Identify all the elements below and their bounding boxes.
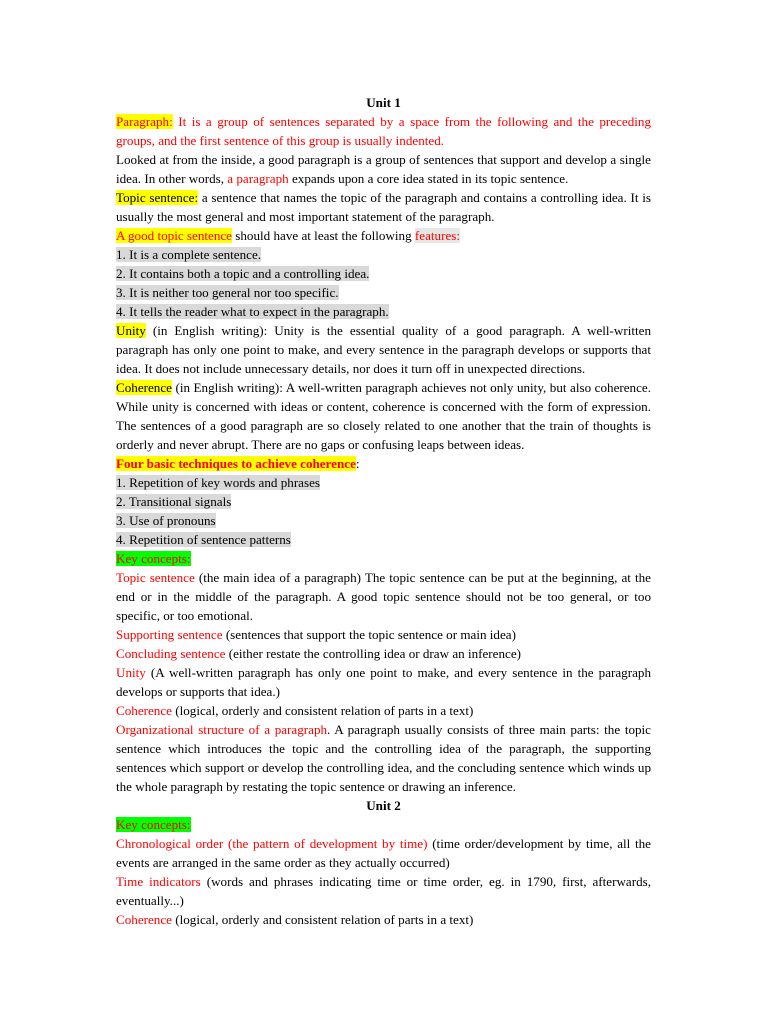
unit2-heading: Unit 2: [366, 798, 401, 813]
coherence-label: Coherence: [116, 380, 172, 395]
technique-item-text: 4. Repetition of sentence patterns: [116, 532, 291, 547]
paragraph-def-text: It is a group of sentences separated by a space from the following and the preceding groups, and the first sentence of this group is usually indented.: [116, 114, 651, 148]
concept-item: [116, 663, 651, 701]
concept-item: [116, 910, 651, 929]
techniques-colon: :: [355, 456, 360, 471]
technique-item-text: 2. Transitional signals: [116, 494, 232, 509]
coherence-def-text: (in English writing): A well-written paragraph achieves not only unity, but also coherence. While unity is concerned with ideas or content, coherence is concerned with the form of expression. The sentences of a good paragraph are so closely related to one another that the train of thoughts is orderly and never abrupt. There are no gaps or confusing leaps between ideas.: [116, 380, 651, 452]
concept-term: Coherence: [116, 912, 172, 927]
techniques-heading: [116, 454, 651, 473]
concept-desc: (logical, orderly and consistent relation of parts in a text): [171, 703, 474, 718]
concept-term: Coherence: [116, 703, 172, 718]
concept-desc: (either restate the controlling idea or draw an inference): [225, 646, 522, 661]
good-topic-label: A good topic sentence: [116, 228, 232, 243]
feature-item-text: 1. It is a complete sentence.: [116, 247, 262, 262]
key-concepts-heading: [116, 815, 651, 834]
coherence-definition: [116, 378, 651, 454]
concept-item: [116, 625, 651, 644]
key-concepts-label: Key concepts:: [116, 817, 191, 832]
feature-item-text: 2. It contains both a topic and a controlling idea.: [116, 266, 370, 281]
inside-text-b: expands upon a core idea stated in its topic sentence.: [288, 171, 569, 186]
concept-term: Unity: [116, 665, 146, 680]
concept-term: Supporting sentence: [116, 627, 223, 642]
concept-desc: (A well-written paragraph has only one point to make, and every sentence in the paragraph develops or supports that idea.): [116, 665, 651, 699]
key-concepts-heading: [116, 549, 651, 568]
document-page: [116, 93, 651, 929]
concept-item: [116, 701, 651, 720]
features-label: features:: [414, 228, 460, 243]
concept-term: Chronological order (the pattern of development by time): [116, 836, 428, 851]
concept-term: Topic sentence: [116, 570, 195, 585]
technique-item: [116, 473, 651, 492]
unity-label: Unity: [116, 323, 146, 338]
feature-item: [116, 283, 651, 302]
topic-sentence-label: Topic sentence:: [116, 190, 199, 205]
concept-desc: (time order/development by time, all the events are arranged in the same order as they actually occurred): [116, 836, 651, 870]
topic-sentence-definition: [116, 188, 651, 226]
technique-item-text: 3. Use of pronouns: [116, 513, 216, 528]
concept-item: [116, 568, 651, 625]
topic-sentence-def-text: a sentence that names the topic of the paragraph and contains a controlling idea. It is usually the most general and most important statement of the paragraph.: [116, 190, 651, 224]
concept-item: [116, 834, 651, 872]
inside-paragraph-text: [116, 150, 651, 188]
technique-item: [116, 492, 651, 511]
feature-item-text: 4. It tells the reader what to expect in the paragraph.: [116, 304, 389, 319]
concept-item: [116, 872, 651, 910]
concept-desc: (logical, orderly and consistent relation of parts in a text): [171, 912, 474, 927]
concept-item: [116, 644, 651, 663]
key-concepts-label: Key concepts:: [116, 551, 191, 566]
concept-term: Time indicators: [116, 874, 201, 889]
unity-definition: [116, 321, 651, 378]
concept-desc: (sentences that support the topic sentence or main idea): [222, 627, 516, 642]
inside-text-red: a paragraph: [227, 171, 289, 186]
feature-item: [116, 302, 651, 321]
feature-item-text: 3. It is neither too general nor too specific.: [116, 285, 339, 300]
paragraph-definition: [116, 112, 651, 150]
feature-item: [116, 264, 651, 283]
good-topic-sentence-line: [116, 226, 651, 245]
technique-item: [116, 511, 651, 530]
inside-text-a: Looked at from the inside, a good paragraph is a group of sentences that support and develop a single idea. In other words,: [116, 152, 651, 186]
unity-def-text: (in English writing): Unity is the essential quality of a good paragraph. A well-written paragraph has only one point to make, and every sentence in the paragraph develops or supports that idea. It does not include unnecessary details, nor does it turn off in unexpected directions.: [116, 323, 651, 376]
paragraph-label: Paragraph:: [116, 114, 173, 129]
unit1-heading: Unit 1: [366, 95, 401, 110]
technique-item-text: 1. Repetition of key words and phrases: [116, 475, 321, 490]
techniques-label: Four basic techniques to achieve coherence: [116, 456, 356, 471]
technique-item: [116, 530, 651, 549]
concept-item: [116, 720, 651, 796]
concept-desc: (words and phrases indicating time or time order, eg. in 1790, first, afterwards, eventually...): [116, 874, 651, 908]
concept-desc: . A paragraph usually consists of three main parts: the topic sentence which introduces the topic and the controlling idea of the paragraph, the supporting sentences which support or develop the controlling idea, and the concluding sentence which winds up the whole paragraph by restating the topic sentence or drawing an inference.: [116, 722, 651, 794]
good-topic-mid: should have at least the following: [232, 228, 415, 243]
concept-term: Concluding sentence: [116, 646, 226, 661]
concept-desc: (the main idea of a paragraph) The topic sentence can be put at the beginning, at the end or in the middle of the paragraph. A good topic sentence should not be too general, or too specific, or too emotional.: [116, 570, 651, 623]
feature-item: [116, 245, 651, 264]
concept-term: Organizational structure of a paragraph: [116, 722, 328, 737]
